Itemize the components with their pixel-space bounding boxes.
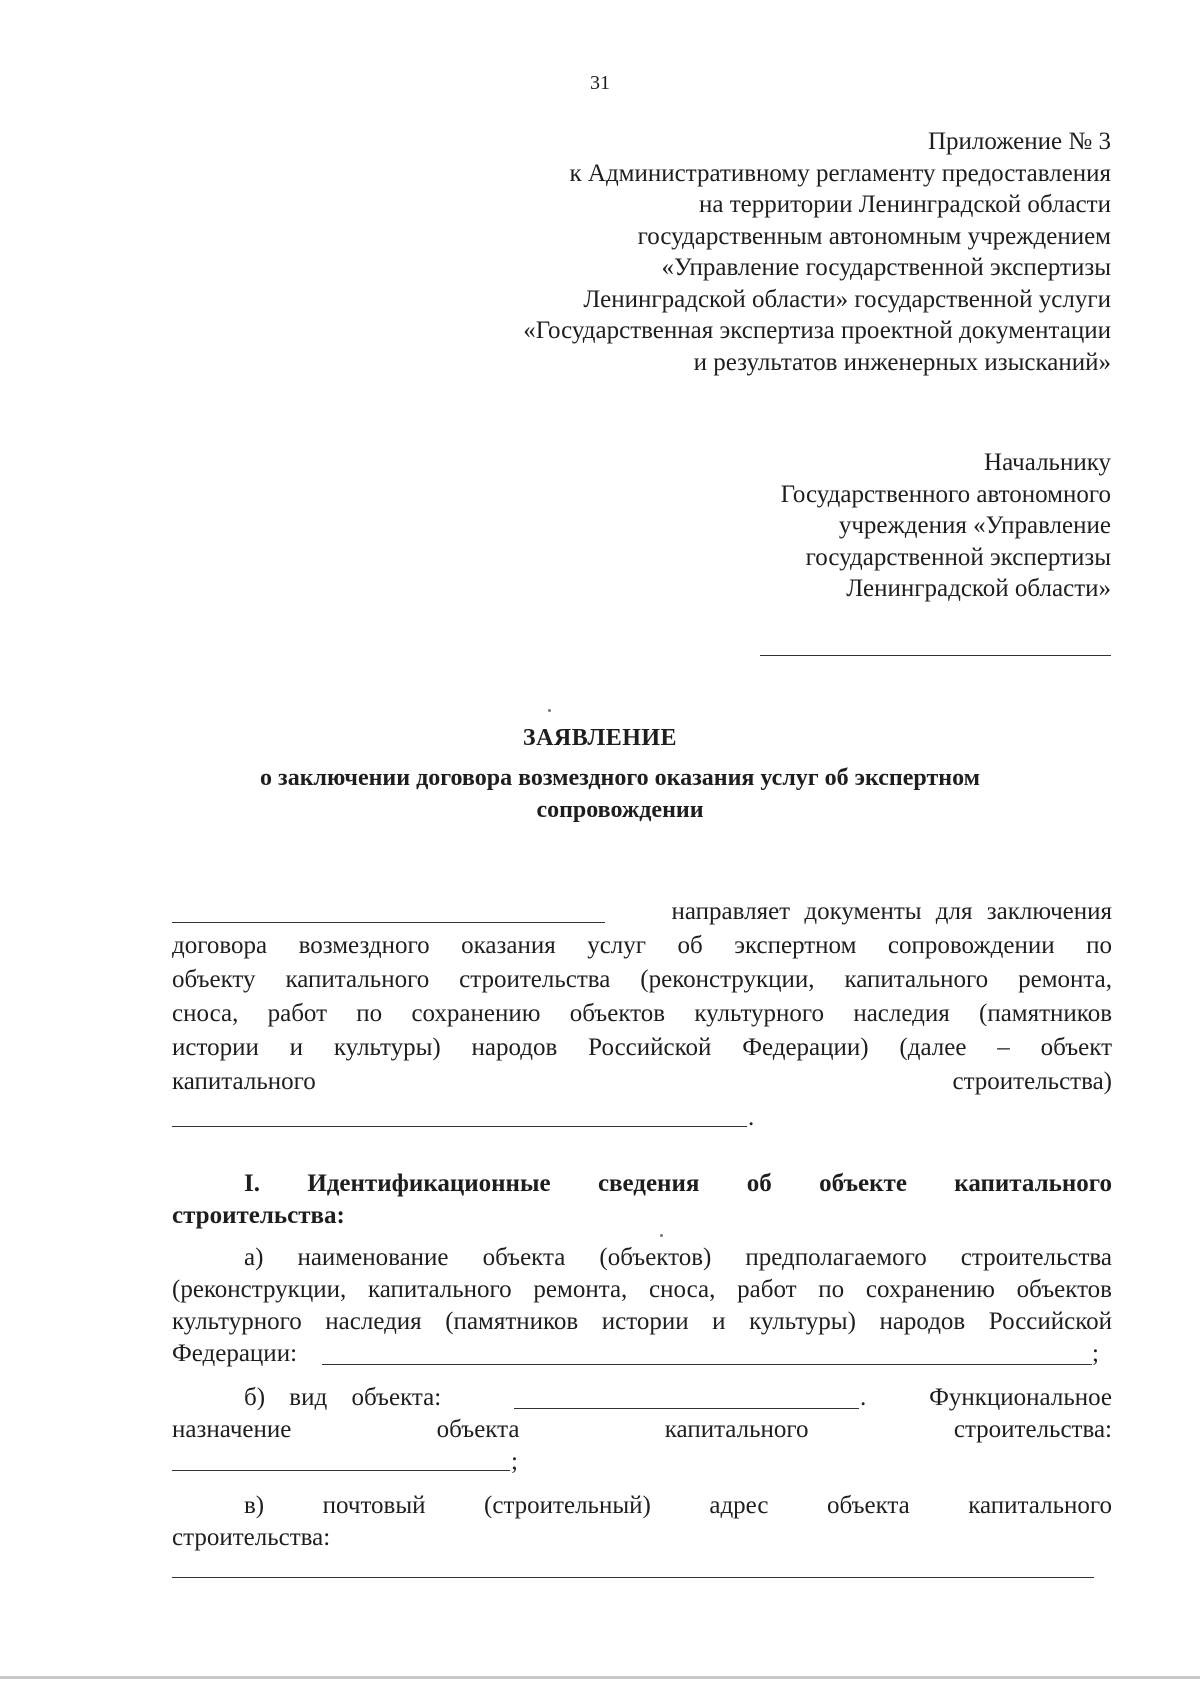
- intro-text: направляет документы для заключения: [671, 898, 1112, 925]
- appendix-line: «Государственная экспертиза проектной документации: [523, 317, 1111, 344]
- item-c-line: строительства:: [172, 1524, 331, 1551]
- addressee-line: учреждения «Управление: [838, 512, 1111, 539]
- addressee-block: [591, 447, 1111, 605]
- intro-text: капитального: [172, 1068, 316, 1095]
- functional-purpose-field[interactable]: [172, 1470, 510, 1471]
- intro-period: .: [748, 1104, 755, 1131]
- item-a-line: (реконструкции, капитального ремонта, сноса, работ по сохранению объектов: [172, 1276, 1112, 1303]
- intro-line-6: [172, 1066, 1112, 1098]
- item-a-line: культурного наследия (памятников истории и культуры) народов Российской: [172, 1308, 1112, 1335]
- appendix-line: на территории Ленинградской области: [699, 191, 1111, 218]
- item-a-line: [172, 1338, 297, 1370]
- document-subtitle: [180, 762, 1060, 826]
- appendix-line: Приложение № 3: [927, 128, 1111, 155]
- appendix-reference: [351, 126, 1111, 378]
- intro-text: строительства): [952, 1068, 1112, 1095]
- addressee-name-blank[interactable]: [760, 655, 1111, 656]
- appendix-line: «Управление государственной экспертизы: [661, 254, 1111, 281]
- scan-speck: [548, 709, 551, 712]
- object-name-field[interactable]: [322, 1364, 1092, 1365]
- intro-line-4: сноса, работ по сохранению объектов культурного наследия (памятников: [172, 1000, 1112, 1027]
- item-b-line: назначение объекта капитального строительства:: [172, 1416, 1112, 1443]
- applicant-name-blank[interactable]: [172, 922, 605, 923]
- object-address-field[interactable]: [172, 1577, 1094, 1578]
- subtitle-line: сопровождении: [536, 797, 704, 823]
- intro-line-2: договора возмездного оказания услуг об экспертном сопровождении по: [172, 932, 1112, 959]
- addressee-line: государственной экспертизы: [805, 543, 1111, 571]
- intro-line-3: объекту капитального строительства (реконструкции, капитального ремонта,: [172, 966, 1112, 993]
- item-c-line: в) почтовый (строительный) адрес объекта капитального: [244, 1492, 1112, 1519]
- intro-line-1: [620, 896, 1112, 928]
- item-b-semicolon: ;: [511, 1448, 518, 1475]
- addressee-line: Начальнику: [984, 449, 1111, 476]
- object-type-field[interactable]: [514, 1408, 859, 1409]
- subtitle-line: о заключении договора возмездного оказания услуг об экспертном: [260, 765, 980, 791]
- item-a-line: а) наименование объекта (объектов) предполагаемого строительства: [244, 1244, 1112, 1271]
- item-b-functional: Функциональное: [929, 1384, 1112, 1411]
- item-b-period: .: [860, 1384, 867, 1411]
- intro-line-5: истории и культуры) народов Российской Федерации) (далее – объект: [172, 1034, 1112, 1061]
- addressee-line: Ленинградской области»: [846, 575, 1111, 602]
- item-a-label: Федерации:: [172, 1340, 298, 1367]
- page-number: 31: [590, 72, 610, 94]
- object-name-blank[interactable]: [172, 1126, 747, 1127]
- appendix-line: государственным автономным учреждением: [637, 222, 1111, 250]
- scan-speck: [660, 1234, 663, 1237]
- item-a-semicolon: ;: [1092, 1340, 1099, 1367]
- addressee-line: Государственного автономного: [780, 480, 1111, 508]
- scan-bottom-edge: [0, 1676, 1200, 1679]
- appendix-line: к Административному регламенту предоставления: [569, 159, 1111, 187]
- section-1-heading: строительства:: [172, 1202, 345, 1229]
- item-b-label: б) вид объекта:: [244, 1384, 442, 1411]
- appendix-line: Ленинградской области» государственной услуги: [583, 285, 1111, 313]
- section-1-heading: I. Идентификационные сведения об объекте капитального: [244, 1170, 1112, 1197]
- appendix-line: и результатов инженерных изысканий»: [693, 348, 1111, 376]
- document-title: ЗАЯВЛЕНИЕ: [522, 725, 678, 751]
